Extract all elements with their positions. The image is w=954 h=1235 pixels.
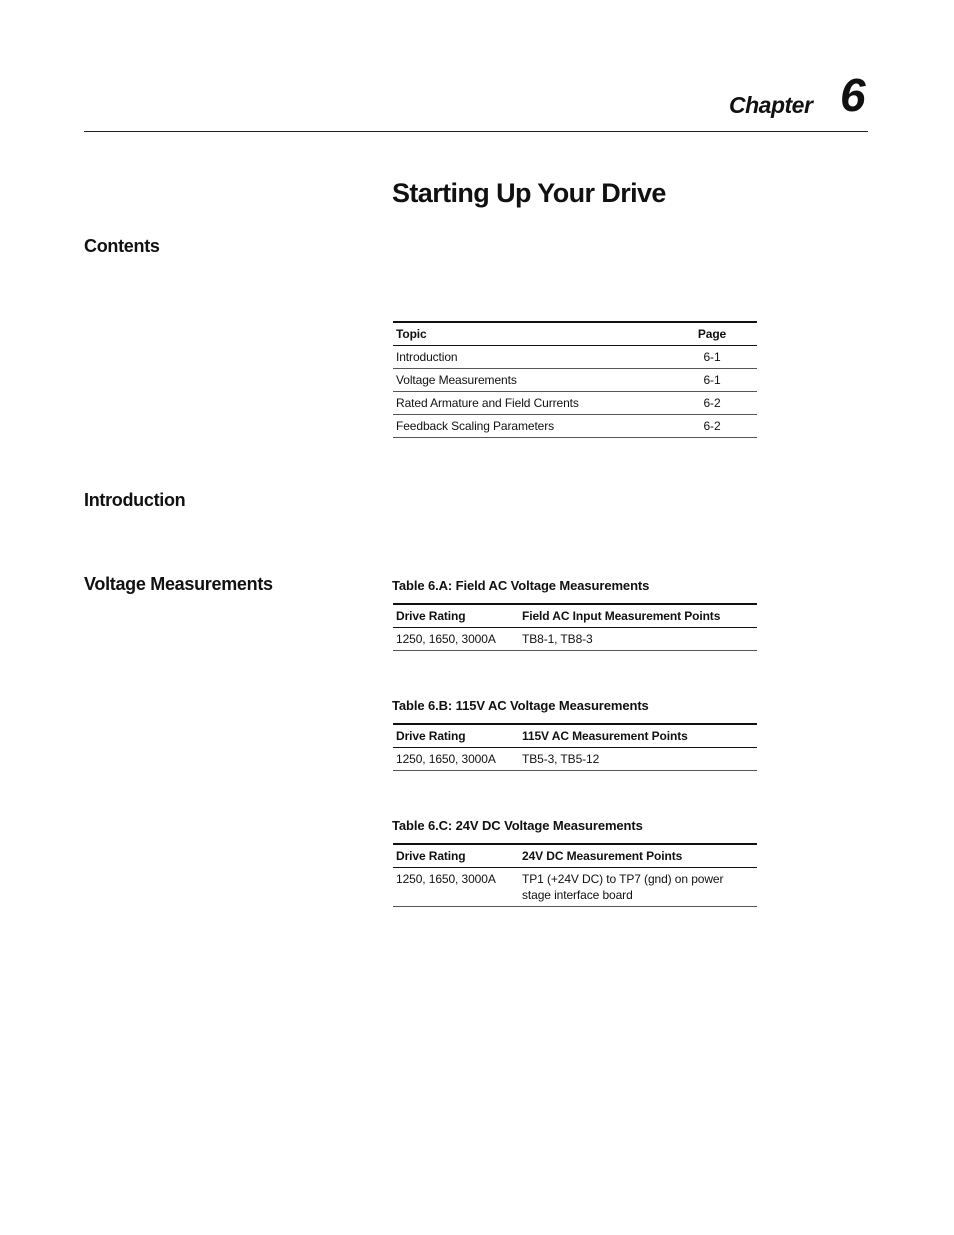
header-rule (84, 131, 868, 132)
column-header-measurement-points: Field AC Input Measurement Points (522, 609, 721, 623)
column-header-drive-rating: Drive Rating (396, 849, 466, 863)
field-ac-voltage-table (393, 603, 757, 651)
chapter-label: Chapter (729, 92, 813, 118)
table-caption: Table 6.A: Field AC Voltage Measurements (392, 578, 650, 593)
chapter-number: 6 (840, 69, 866, 121)
drive-rating-cell: 1250, 1650, 3000A (396, 752, 496, 766)
table-header-row (393, 844, 757, 868)
table-caption: Table 6.B: 115V AC Voltage Measurements (392, 698, 649, 713)
24v-dc-voltage-table (393, 843, 757, 907)
contents-table (393, 321, 757, 438)
column-header-drive-rating: Drive Rating (396, 609, 466, 623)
table-caption: Table 6.C: 24V DC Voltage Measurements (392, 818, 643, 833)
table-row (393, 868, 757, 907)
toc-page: 6-1 (703, 350, 721, 364)
column-header-measurement-points: 24V DC Measurement Points (522, 849, 683, 863)
toc-topic: Rated Armature and Field Currents (396, 396, 579, 410)
table-row (393, 628, 757, 651)
toc-page: 6-2 (703, 396, 721, 410)
toc-topic: Feedback Scaling Parameters (396, 419, 555, 433)
measurement-points-cell: TB5-3, TB5-12 (522, 752, 600, 766)
contents-heading: Contents (84, 236, 160, 256)
introduction-heading: Introduction (84, 490, 186, 510)
drive-rating-cell: 1250, 1650, 3000A (396, 632, 496, 646)
table-header-row (393, 604, 757, 628)
toc-page: 6-1 (703, 373, 721, 387)
measurement-points-cell: TB8-1, TB8-3 (522, 632, 593, 646)
voltage-measurements-heading: Voltage Measurements (84, 574, 273, 594)
measurement-points-cell: TP1 (+24V DC) to TP7 (gnd) on power stage interface board (522, 872, 724, 902)
column-header-topic: Topic (396, 327, 427, 341)
table-row (393, 415, 757, 438)
column-header-page: Page (697, 327, 727, 341)
table-row (393, 346, 757, 369)
115v-ac-voltage-table (393, 723, 757, 771)
table-row (393, 748, 757, 771)
page-title: Starting Up Your Drive (392, 178, 666, 208)
toc-page: 6-2 (703, 419, 721, 433)
column-header-measurement-points: 115V AC Measurement Points (522, 729, 688, 743)
table-row (393, 369, 757, 392)
table-header-row (393, 322, 757, 346)
table-row (393, 392, 757, 415)
table-header-row (393, 724, 757, 748)
toc-topic: Introduction (396, 350, 458, 364)
drive-rating-cell: 1250, 1650, 3000A (396, 872, 496, 886)
column-header-drive-rating: Drive Rating (396, 729, 466, 743)
toc-topic: Voltage Measurements (396, 373, 517, 387)
